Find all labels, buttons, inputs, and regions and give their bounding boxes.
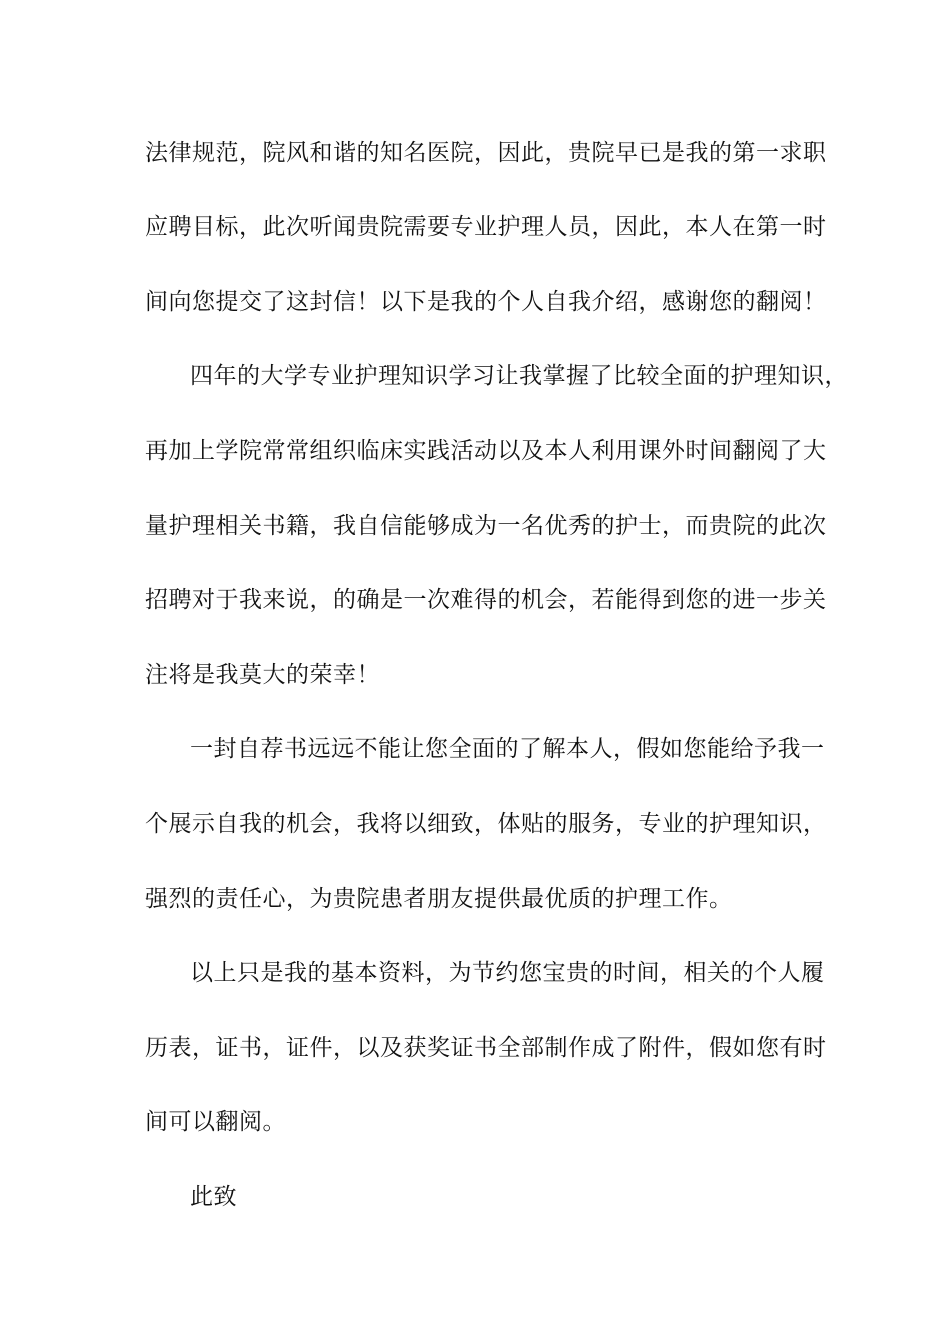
text-line: 强烈的责任心，为贵院患者朋友提供最优质的护理工作。 xyxy=(145,886,733,912)
paragraph-first-line: 一封自荐书远远不能让您全面的了解本人，假如您能给予我一 xyxy=(190,736,825,762)
text-line: 招聘对于我来说，的确是一次难得的机会，若能得到您的进一步关 xyxy=(145,587,827,613)
text-line: 间向您提交了这封信！以下是我的个人自我介绍，感谢您的翻阅！ xyxy=(145,289,827,315)
text-line: 再加上学院常常组织临床实践活动以及本人利用课外时间翻阅了大 xyxy=(145,438,827,464)
closing-salutation: 此致 xyxy=(190,1184,237,1210)
text-line: 法律规范，院风和谐的知名医院，因此，贵院早已是我的第一求职 xyxy=(145,140,827,166)
text-line: 间可以翻阅。 xyxy=(145,1109,286,1135)
text-line: 历表，证书，证件，以及获奖证书全部制作成了附件，假如您有时 xyxy=(145,1035,827,1061)
text-line: 注将是我莫大的荣幸！ xyxy=(145,662,380,688)
text-line: 应聘目标，此次听闻贵院需要专业护理人员，因此，本人在第一时 xyxy=(145,214,827,240)
paragraph-first-line: 四年的大学专业护理知识学习让我掌握了比较全面的护理知识， xyxy=(190,363,848,389)
paragraph-first-line: 以上只是我的基本资料，为节约您宝贵的时间，相关的个人履 xyxy=(190,960,825,986)
text-line: 个展示自我的机会，我将以细致，体贴的服务，专业的护理知识， xyxy=(145,811,827,837)
text-line: 量护理相关书籍，我自信能够成为一名优秀的护士，而贵院的此次 xyxy=(145,513,827,539)
